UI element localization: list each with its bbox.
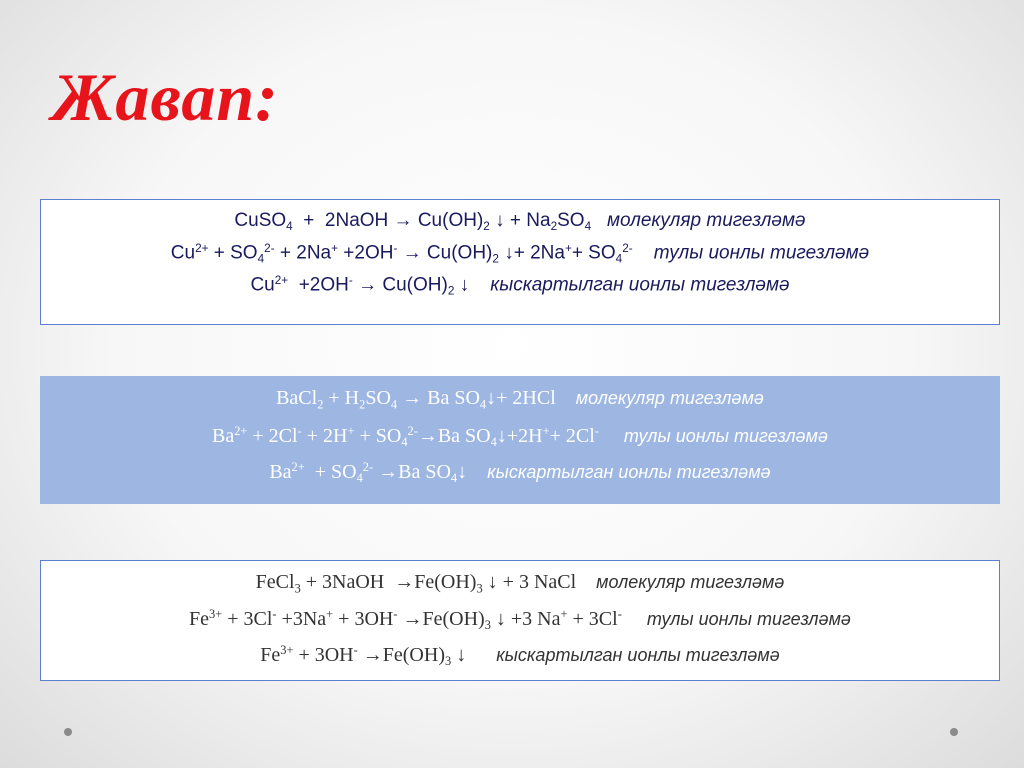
- equation-type-label: молекуляр тигезләмә: [575, 388, 764, 408]
- equation-line-molecular: CuSO$_4$ + 2NaOH → $Cu(OH)_2$ ↓ + $Na_2SO_4$ молекуляр тигезләмә: [234, 210, 806, 234]
- equation-type-label: кыскартылган ионлы тигезләмә: [487, 461, 771, 482]
- decorative-dot-right: [950, 728, 958, 736]
- equation-line-short-ionic: $Fe^{3+} + 3OH^- \to Fe(OH)_3$ ↓ кыскартылган ионлы тигезләмә: [260, 643, 780, 669]
- slide-title: Жавап:: [52, 59, 279, 135]
- equation-type-label: кыскартылган ионлы тигезләмә: [496, 644, 780, 665]
- equation-box-iron: [40, 560, 1000, 681]
- equation-line-short-ionic: $Ba^{2+} + SO_4^{2-} \to Ba$ $SO_4↓$ кыскартылган ионлы тигезләмә: [269, 460, 771, 486]
- equation-type-label: тулы ионлы тигезләмә: [653, 242, 870, 264]
- equation-type-label: молекуляр тигезләмә: [606, 210, 806, 231]
- equation-type-label: тулы ионлы тигезләмә: [623, 425, 828, 446]
- equation-line-full-ionic: $Cu^{2+} + SO_4^{2-} + 2Na^+ +2OH^- \to Cu(OH)_2$ ↓+ $2Na^++ SO_4^{2-}$ тулы ионлы тигезләмә: [170, 242, 870, 266]
- equation-line-short-ionic: $Cu^{2+} +2OH^- \to Cu(OH)_2$ ↓ кыскартылган ионлы тигезләмә: [250, 274, 790, 298]
- equation-box-barium: [40, 376, 1000, 504]
- equation-line-molecular: BaCl$_2$ + $H_2SO_4 \to Ba$ $SO_4↓+ 2HCl$ молекуляр тигезләмә: [276, 387, 764, 412]
- equation-line-full-ionic: $Fe^{3+} + 3Cl^- +3Na^+ + 3OH^- \to Fe(OH)_3$ ↓ +3 Na+ + 3Cl- тулы ионлы тигезләмә: [189, 607, 851, 633]
- equation-box-copper: [40, 199, 1000, 325]
- equation-type-label: тулы ионлы тигезләмә: [646, 608, 851, 629]
- equation-type-label: кыскартылган ионлы тигезләмә: [490, 274, 790, 296]
- decorative-dot-left: [64, 728, 72, 736]
- equation-type-label: молекуляр тигезләмә: [596, 572, 785, 592]
- equation-line-full-ionic: $Ba^{2+} + 2Cl^- + 2H^+ + SO_4^{2-}\to Ba$ $SO_4↓+2H^++ 2Cl^-$ тулы ионлы тигезләмә: [211, 424, 828, 450]
- equation-line-molecular: FeCl$_3$ + 3NaOH $\to Fe(OH)_3$ ↓ + 3 NaCl молекуляр тигезләмә: [255, 571, 785, 596]
